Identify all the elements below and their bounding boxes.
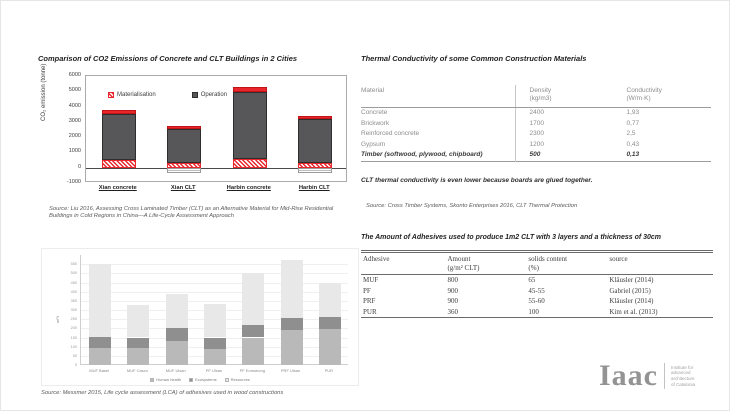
legend-swatch-materialisation bbox=[108, 92, 114, 98]
legend-item-resources bbox=[225, 377, 250, 382]
legend-label: Ecosystems bbox=[195, 377, 217, 382]
segment-ecosystems-pf-eumseong bbox=[242, 325, 264, 338]
segment-operation-harbin-clt bbox=[298, 119, 332, 163]
cell: 2,5 bbox=[626, 130, 636, 137]
cell: 45-55 bbox=[528, 286, 545, 295]
segment-human-health-pf-eumseong bbox=[242, 338, 264, 366]
cell: 360 bbox=[447, 307, 458, 316]
segment-ecosystems-pf-ulsan bbox=[204, 338, 226, 349]
co2-chart-title: Comparison of CO2 Emissions of Concrete and CLT Buildings in 2 Cities bbox=[38, 54, 298, 63]
segment-ecosystems-muf-casco bbox=[127, 338, 149, 348]
legend-label: Materialisation bbox=[117, 92, 156, 98]
thermal-col-header-material bbox=[361, 85, 515, 108]
cell: Reinforced concrete bbox=[361, 129, 515, 140]
legend-swatch-operation bbox=[192, 92, 198, 98]
cell: 500 bbox=[529, 151, 541, 158]
y-tick-label: -1000 bbox=[66, 179, 81, 185]
adhesive-table-row-muf bbox=[361, 275, 713, 286]
x-label-harbin-clt: Harbin CLT bbox=[298, 185, 330, 191]
co2-chart-legend-inner bbox=[108, 92, 227, 98]
x-label-pur: PUR bbox=[324, 368, 334, 373]
segment-ecosystems-muf-basel bbox=[89, 337, 111, 348]
x-label-pf-ulsan: PF Ulsan bbox=[205, 368, 223, 373]
cell: 900 bbox=[447, 297, 458, 305]
legend-item-human-health bbox=[150, 377, 181, 382]
segment-operation-xian-clt bbox=[167, 129, 201, 163]
segment-negative-xian-clt bbox=[167, 168, 201, 173]
cell: 0,77 bbox=[626, 119, 640, 127]
segment-operation-harbin-concrete bbox=[233, 92, 267, 159]
segment-cap-xian-concrete bbox=[102, 110, 136, 115]
gridline bbox=[81, 292, 348, 293]
segment-resources-muf-ulsan bbox=[166, 294, 188, 329]
cell: Concrete bbox=[361, 108, 515, 119]
thermal-table-title: Thermal Conductivity of some Common Construction Materials bbox=[361, 54, 587, 63]
segment-resources-prf-ulsan bbox=[281, 260, 303, 319]
cell: Kläusler (2014) bbox=[609, 297, 654, 305]
header-line1: source bbox=[609, 255, 628, 263]
adhesive-table-frame bbox=[361, 250, 713, 318]
segment-cap-xian-clt bbox=[167, 126, 201, 128]
co2-chart-plot-area bbox=[85, 75, 347, 182]
adhesive-amount-table bbox=[361, 252, 713, 318]
adhesive-lca-chart bbox=[41, 248, 359, 386]
adhesive-col-header-amount bbox=[445, 253, 526, 275]
segment-resources-pf-ulsan bbox=[204, 304, 226, 338]
cell: 1700 bbox=[529, 119, 544, 127]
header-line2: (g/m² CLT) bbox=[447, 264, 480, 272]
thermal-table-row-gypsum bbox=[361, 140, 711, 151]
y-tick-label: 150 bbox=[70, 335, 77, 340]
segment-materialisation-harbin-concrete bbox=[233, 159, 267, 167]
thermal-table-header-row bbox=[361, 85, 711, 108]
segment-ecosystems-prf-ulsan bbox=[281, 318, 303, 330]
y-tick-label: 2000 bbox=[68, 133, 81, 140]
legend-swatch-ecosystems bbox=[189, 378, 193, 382]
adhesive-col-header-adhesive bbox=[361, 253, 445, 275]
y-tick-label: 0 bbox=[74, 363, 77, 367]
segment-materialisation-harbin-clt bbox=[298, 163, 332, 168]
cell: Gabriel (2015) bbox=[609, 286, 651, 295]
x-label-xian-concrete: Xian concrete bbox=[98, 185, 137, 191]
header-line1: Adhesive bbox=[363, 255, 390, 263]
header-line1: solids content bbox=[528, 255, 568, 263]
thermal-col-header-conductivity bbox=[617, 85, 712, 108]
segment-resources-pur bbox=[319, 283, 341, 318]
cell: 65 bbox=[528, 276, 536, 284]
cell: 2400 bbox=[529, 109, 544, 116]
header-line1: Amount bbox=[447, 255, 471, 263]
x-label-xian-clt: Xian CLT bbox=[170, 185, 196, 191]
y-tick-label: 450 bbox=[70, 280, 77, 285]
cell: PF bbox=[363, 286, 371, 295]
cell: 900 bbox=[447, 286, 458, 295]
y-tick-label: 500 bbox=[70, 271, 77, 276]
lca-chart-legend bbox=[42, 377, 358, 382]
y-tick-label: 250 bbox=[70, 317, 77, 322]
cell: Timber (softwood, plywood, chipboard) bbox=[361, 150, 515, 161]
legend-item-ecosystems bbox=[189, 377, 217, 382]
y-tick-label: 350 bbox=[70, 298, 77, 303]
legend-item-materialisation bbox=[108, 92, 156, 98]
gridline bbox=[81, 301, 348, 302]
header-line2: (%) bbox=[528, 264, 539, 272]
cell: 1200 bbox=[529, 140, 544, 148]
segment-cap-harbin-clt bbox=[298, 116, 332, 119]
segment-ecosystems-muf-ulsan bbox=[166, 328, 188, 341]
cell: 1,93 bbox=[626, 109, 640, 116]
iaac-wordmark: Iaac bbox=[599, 359, 658, 392]
adhesive-table-header-row bbox=[361, 253, 713, 275]
co2-chart-source: Source: Liu 2016, Assessing Cross Laminated Timber (CLT) as an Alternative Material for Mid-Rise Residential Buildings in Cold Regions in China—A Life-Cycle Assessment Approach bbox=[49, 206, 334, 220]
header-line1: Density bbox=[529, 87, 552, 94]
segment-operation-xian-concrete bbox=[102, 114, 136, 160]
segment-human-health-prf-ulsan bbox=[281, 330, 303, 365]
gridline bbox=[81, 283, 348, 284]
clt-conductivity-note: CLT thermal conductivity is even lower because boards are glued together. bbox=[361, 177, 593, 184]
segment-human-health-muf-basel bbox=[89, 348, 111, 365]
segment-cap-harbin-concrete bbox=[233, 87, 267, 92]
legend-label: Operation bbox=[200, 92, 228, 98]
segment-negative-harbin-clt bbox=[298, 168, 332, 173]
legend-label: Resources bbox=[230, 377, 250, 382]
gridline bbox=[81, 273, 348, 274]
y-tick-label: 200 bbox=[70, 326, 77, 331]
adhesive-table-row-prf bbox=[361, 296, 713, 307]
cell: 800 bbox=[447, 276, 458, 284]
adhesive-table-title: The Amount of Adhesives used to produce 1m2 CLT with 3 layers and a thickness of 30cm bbox=[361, 234, 662, 241]
x-label-muf-casco: MUF Casco bbox=[126, 368, 148, 373]
segment-materialisation-xian-concrete bbox=[102, 160, 136, 168]
segment-resources-muf-casco bbox=[127, 305, 149, 337]
iaac-logo bbox=[599, 361, 695, 391]
logo-divider bbox=[664, 363, 665, 389]
thermal-conductivity-table bbox=[361, 85, 711, 162]
y-tick-label: 0 bbox=[77, 163, 81, 170]
cell: 2300 bbox=[529, 130, 544, 137]
thermal-table-row-reinforced-concrete bbox=[361, 129, 711, 140]
segment-materialisation-xian-clt bbox=[167, 163, 201, 168]
cell: PRF bbox=[363, 297, 376, 305]
cell: Kläusler (2014) bbox=[609, 276, 654, 284]
y-tick-label: 100 bbox=[70, 344, 77, 349]
y-tick-label: 1000 bbox=[68, 148, 81, 155]
segment-resources-pf-eumseong bbox=[242, 273, 264, 324]
thermal-table-row-brickwork bbox=[361, 119, 711, 130]
thermal-table-row-concrete bbox=[361, 108, 711, 119]
gridline bbox=[81, 264, 348, 265]
y-tick-label: 300 bbox=[70, 308, 77, 312]
cell: Brickwork bbox=[361, 119, 515, 130]
cell: 0,13 bbox=[626, 151, 640, 158]
lca-chart-ylabel: mPt bbox=[55, 315, 61, 324]
lca-chart-source: Source: Messmer 2015, Life cycle assessment (LCA) of adhesives used in wood constructions bbox=[41, 390, 284, 396]
y-tick-label: 3000 bbox=[68, 117, 81, 124]
segment-human-health-pf-ulsan bbox=[204, 349, 226, 366]
y-tick-label: 6000 bbox=[68, 72, 81, 78]
segment-human-health-muf-casco bbox=[127, 348, 149, 365]
segment-ecosystems-pur bbox=[319, 317, 341, 329]
co2-chart-ylabel: CO₂ emission (tonne) bbox=[41, 63, 47, 121]
header-line2: (kg/m3) bbox=[529, 95, 552, 102]
header-line1: Conductivity bbox=[626, 87, 662, 94]
thermal-table-source: Source: Cross Timber Systems, Skonto Enterprises 2016, CLT Thermal Protection bbox=[366, 203, 578, 209]
segment-human-health-pur bbox=[319, 329, 341, 365]
thermal-table-row-timber-softwood-plywood-chipboard- bbox=[361, 150, 711, 161]
adhesive-table-row-pur bbox=[361, 307, 713, 318]
segment-resources-muf-basel bbox=[89, 264, 111, 336]
cell: Kim et al. (2013) bbox=[609, 307, 658, 316]
legend-swatch-human-health bbox=[150, 378, 154, 382]
cell: 100 bbox=[528, 307, 539, 316]
y-tick-label: 50 bbox=[72, 353, 77, 358]
thermal-col-header-density bbox=[515, 85, 617, 108]
x-label-muf-ulsan: MUF Ulsan bbox=[165, 368, 186, 373]
legend-label: Human health bbox=[156, 377, 182, 382]
lca-chart-plot-area bbox=[80, 255, 348, 365]
logo-tagline: Institute for advanced architecture of Catalonia bbox=[671, 364, 696, 387]
co2-emissions-chart bbox=[41, 63, 353, 203]
cell: Gypsum bbox=[361, 140, 515, 151]
adhesive-table-row-pf bbox=[361, 286, 713, 297]
legend-item-operation bbox=[192, 92, 227, 98]
adhesive-col-header-source bbox=[607, 253, 713, 275]
y-tick-label: 400 bbox=[70, 289, 77, 294]
x-label-muf-basel: MUF Basel bbox=[89, 368, 110, 373]
cell: 55-60 bbox=[528, 297, 545, 305]
adhesive-col-header-solids-content bbox=[526, 253, 607, 275]
y-tick-label: 550 bbox=[70, 262, 77, 267]
header-line2: (W/m·K) bbox=[626, 95, 651, 102]
y-tick-label: 5000 bbox=[68, 87, 81, 94]
cell: 0,43 bbox=[626, 140, 640, 148]
x-label-pf-eumseong: PF Eumseong bbox=[239, 368, 265, 373]
legend-swatch-resources bbox=[225, 378, 229, 382]
cell: MUF bbox=[363, 276, 379, 284]
x-label-harbin-concrete: Harbin concrete bbox=[226, 185, 271, 191]
cell: PUR bbox=[363, 307, 377, 316]
header-line1: Material bbox=[361, 87, 385, 94]
segment-human-health-muf-ulsan bbox=[166, 341, 188, 365]
y-tick-label: 4000 bbox=[68, 102, 81, 109]
x-label-prf-ulsan: PRF Ulsan bbox=[280, 368, 301, 373]
